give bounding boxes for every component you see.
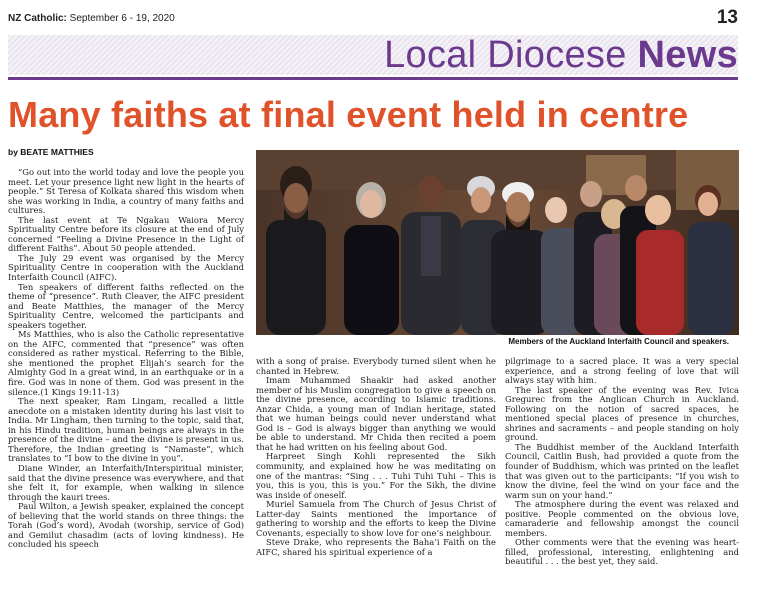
article-headline: Many faiths at final event held in centre xyxy=(8,94,689,135)
paragraph: The last speaker of the evening was Rev. Ivica Gregurec from the Anglican Church in Auckland. Following on the notion of sacred spaces, he mentioned special places of presence in churches, shrines and sacraments – and people standing on holy ground. xyxy=(505,384,739,443)
group-photo xyxy=(256,150,739,335)
paragraph: Ten speakers of different faiths reflected on the theme of “presence”. Ruth Cleaver, the AIFC president and Beate Matthies, the manager of the Mercy Spirituality Centre, welcomed the participants and speakers together. xyxy=(8,281,244,330)
page-number: 13 xyxy=(716,7,738,28)
publication-name: NZ Catholic: xyxy=(8,13,67,24)
paragraph: Harpreet Singh Kohli represented the Sikh community, and explained how he was meditating on one of the mantras: “Sing . . . Tuhi Tuhi Tuhi – This is you, this is you, this is you.” For the Sikh, the divine was inside of oneself. xyxy=(256,451,496,500)
issue-dates: September 6 - 19, 2020 xyxy=(69,13,175,24)
paragraph: “Go out into the world today and love the people you meet. Let your presence light new light in the hearts of people.” St Teresa of Kolkata shared this wisdom when she was working in India, a country of many faiths and cultures. xyxy=(8,167,244,216)
article-column-1 xyxy=(8,168,244,550)
paragraph: Paul Wilton, a Jewish speaker, explained the concept of believing that the world stands on three things: the Torah (God’s word), Avodah (worship, service of God) and Gemilut chasadim (acts of loving kindness). He concluded his speech xyxy=(8,501,244,550)
byline: by BEATE MATTHIES xyxy=(8,147,94,157)
article-column-3 xyxy=(505,357,739,567)
section-title xyxy=(384,35,738,75)
paragraph: The last event at Te Ngakau Waiora Mercy Spirituality Centre before its closure at the end of July concerned “Feeling a Divine Presence in the Light of different Faiths”. About 50 people attended. xyxy=(8,214,244,254)
paragraph: The July 29 event was organised by the Mercy Spirituality Centre in cooperation with the Auckland Interfaith Council (AIFC). xyxy=(8,252,244,283)
paragraph: The atmosphere during the event was relaxed and positive. People commented on the obvious love, camaraderie and fellowship amongst the council members. xyxy=(505,499,739,538)
section-rule xyxy=(8,77,738,80)
running-head xyxy=(8,13,175,24)
section-title-local: Local Diocese xyxy=(384,34,638,76)
group-photo-illustration xyxy=(256,150,739,335)
paragraph: with a song of praise. Everybody turned silent when he chanted in Hebrew. xyxy=(256,356,496,376)
paragraph: Diane Winder, an Interfaith/Interspiritual minister, said that the divine presence was everywhere, and that she felt it, for example, when walking in silence through the kauri trees. xyxy=(8,462,244,502)
paragraph: pilgrimage to a sacred place. It was a very special experience, and a strong feeling of love that will always stay with him. xyxy=(505,356,739,386)
article-column-2 xyxy=(256,357,496,557)
paragraph: Steve Drake, who represents the Baha’i Faith on the AIFC, shared his spiritual experience of a xyxy=(256,537,496,557)
paragraph: Other comments were that the evening was heart-filled, professional, interesting, enlightening and beautiful . . . the best yet, they said. xyxy=(505,537,739,567)
paragraph: Imam Muhammed Shaakir had asked another member of his Muslim congregation to give a speech on the divine presence, according to Islamic traditions. Anzar Chida, a young man of Indian heritage, stated that we human beings could never understand what God is – God is always bigger than anything we would be able to understand. Mr Chida then recited a poem that he had written on his feeling about God. xyxy=(256,375,496,452)
paragraph: Muriel Samuela from The Church of Jesus Christ of Latter-day Saints mentioned the importance of gathering to worship and the efforts to keep the Divine Covenants, especially to show love for one’s neighbour. xyxy=(256,499,496,538)
paragraph: Ms Matthies, who is also the Catholic representative on the AIFC, commented that “presence” was often considered as rather mystical. Referring to the Bible, she mentioned the prophet Elijah’s search for the Almighty God in a great wind, in an earthquake or in a fire. God was in none of them. God was present in the silence.(1 Kings 19:11-13) xyxy=(8,329,244,397)
section-title-news: News xyxy=(637,34,738,76)
paragraph: The next speaker, Ram Lingam, recalled a little anecdote on a mistaken identity during his last visit to India. Mr Lingham, then turning to the topic, said that, in his Hindu tradition, human beings are always in the presence of the divine – and the divine is present in us. Therefore, the Indian greeting is “Namaste”, which translates to “I bow to the divine in you”. xyxy=(8,396,244,464)
paragraph: The Buddhist member of the Auckland Interfaith Council, Caitlin Bush, had provided a quote from the founder of Buddhism, which was printed on the leaflet that was given out to the participants: “If you wish to know the divine, feel the wind on your face and the warm sun on your hand.” xyxy=(505,441,739,500)
photo-caption: Members of the Auckland Interfaith Council and speakers. xyxy=(508,337,729,346)
